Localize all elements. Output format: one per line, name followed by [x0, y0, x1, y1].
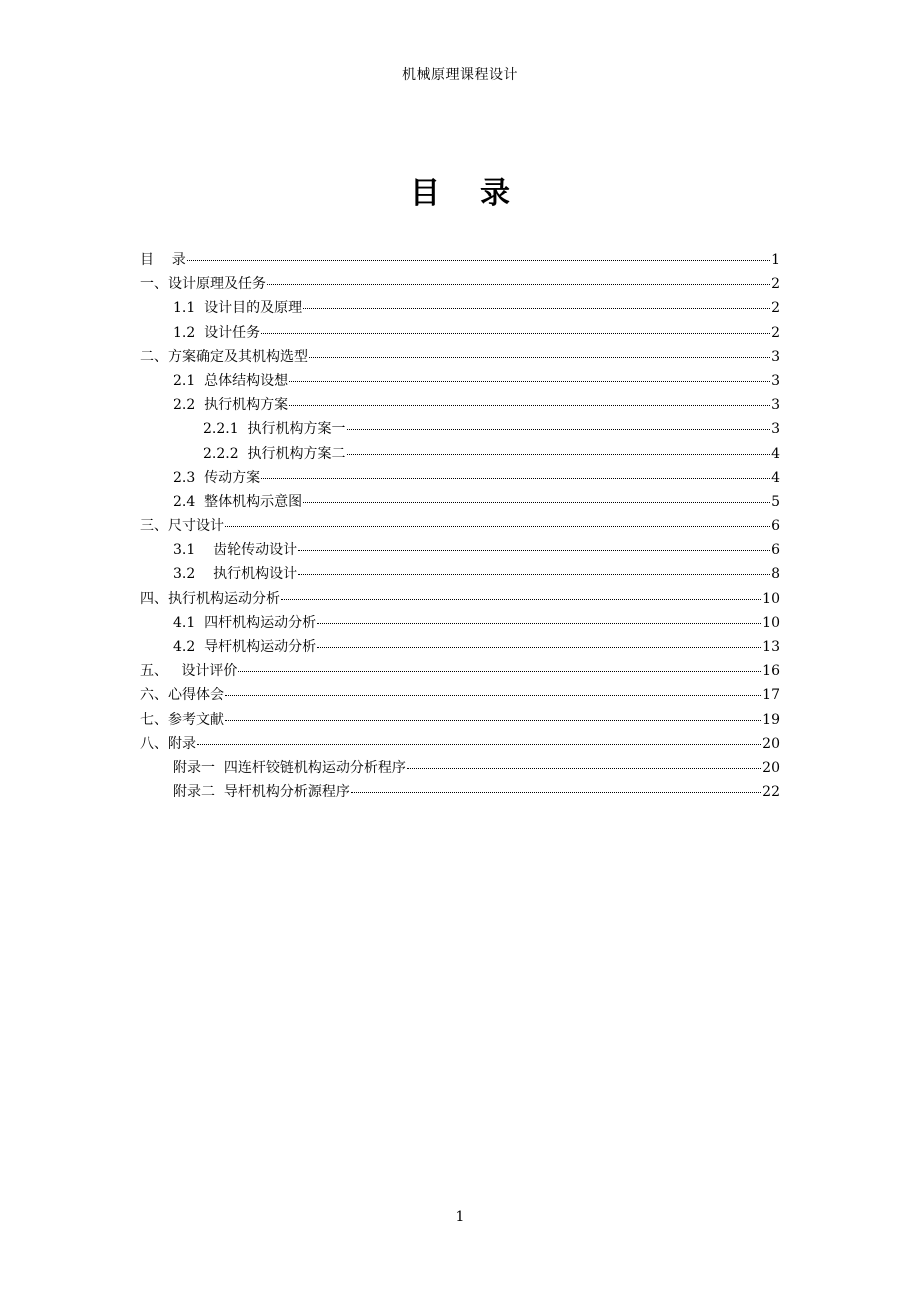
toc-leader — [238, 670, 761, 672]
toc-entry[interactable] — [140, 442, 780, 466]
toc-entry[interactable] — [140, 732, 780, 756]
toc-entry[interactable] — [140, 393, 780, 417]
toc-entry-text: 4.1 四杆机构运动分析 — [173, 614, 317, 631]
toc-entry-text: 二、方案确定及其机构选型 — [140, 348, 308, 365]
toc-entry-text: 三、尺寸设计 — [140, 518, 224, 535]
toc-entry[interactable] — [140, 296, 780, 320]
toc-leader — [267, 283, 770, 285]
toc-entry-page: 6 — [771, 518, 780, 535]
toc-entry-page: 10 — [762, 614, 780, 631]
toc-entry-page: 17 — [762, 687, 780, 704]
toc-entry[interactable] — [140, 756, 780, 780]
toc-leader — [347, 428, 771, 430]
toc-leader — [303, 501, 770, 503]
toc-entry[interactable] — [140, 369, 780, 393]
toc-entry-text: 八、附录 — [140, 735, 196, 752]
toc-entry[interactable] — [140, 587, 780, 611]
toc-entry-text: 2.3 传动方案 — [173, 469, 261, 486]
toc-entry-page: 1 — [771, 252, 780, 268]
toc-entry-text: 2.1 总体结构设想 — [173, 372, 289, 389]
toc-leader — [351, 791, 761, 793]
toc-entry[interactable] — [140, 466, 780, 490]
toc-entry-text: 2.2.2 执行机构方案二 — [203, 445, 346, 462]
toc-entry[interactable] — [140, 683, 780, 707]
toc-leader — [261, 332, 770, 334]
toc-entry-text: 1.2 设计任务 — [173, 324, 261, 341]
toc-entry[interactable] — [140, 248, 780, 272]
toc-entry-text: 附录一 四连杆铰链机构运动分析程序 — [173, 759, 406, 776]
toc-leader — [289, 380, 770, 382]
toc-leader — [225, 525, 770, 527]
toc-leader — [317, 646, 761, 648]
toc-entry[interactable] — [140, 321, 780, 345]
toc-entry-page: 20 — [762, 759, 780, 776]
toc-leader — [225, 719, 761, 721]
toc-leader — [261, 477, 770, 479]
toc-entry[interactable] — [140, 490, 780, 514]
toc-entry-page: 2 — [771, 324, 780, 341]
toc-entry-text: 2.2.1 执行机构方案一 — [203, 421, 346, 438]
toc-entry-page: 19 — [762, 711, 780, 728]
toc-entry-text: 一、设计原理及任务 — [140, 276, 266, 293]
toc-entry-page: 2 — [771, 276, 780, 293]
toc-entry[interactable] — [140, 272, 780, 296]
table-of-contents — [140, 248, 780, 804]
toc-entry[interactable] — [140, 635, 780, 659]
toc-leader — [281, 598, 761, 600]
toc-entry[interactable] — [140, 708, 780, 732]
toc-entry-page: 8 — [771, 566, 780, 583]
toc-entry-text: 3.1 齿轮传动设计 — [173, 542, 298, 559]
toc-leader — [187, 259, 770, 261]
toc-entry[interactable] — [140, 780, 780, 804]
toc-entry-text: 六、心得体会 — [140, 687, 224, 704]
toc-entry[interactable] — [140, 417, 780, 441]
toc-leader — [303, 307, 770, 309]
toc-entry-page: 4 — [771, 469, 780, 486]
toc-entry-page: 10 — [762, 590, 780, 607]
running-header: 机械原理课程设计 — [402, 67, 518, 83]
toc-entry-text: 4.2 导杆机构运动分析 — [173, 639, 317, 655]
toc-leader — [298, 549, 770, 551]
toc-entry-page: 20 — [762, 735, 780, 752]
toc-entry-text: 四、执行机构运动分析 — [140, 590, 280, 607]
toc-entry[interactable] — [140, 562, 780, 586]
toc-entry-text: 2.4 整体机构示意图 — [173, 493, 303, 510]
toc-leader — [197, 743, 761, 745]
toc-entry-page: 6 — [771, 542, 780, 559]
toc-leader — [289, 404, 770, 406]
toc-entry-page: 3 — [771, 348, 780, 365]
toc-entry[interactable] — [140, 659, 780, 683]
toc-entry[interactable] — [140, 345, 780, 369]
toc-leader — [298, 573, 770, 575]
toc-entry-page: 13 — [762, 639, 780, 655]
toc-entry-text: 目 录 — [140, 252, 186, 268]
toc-entry-page: 3 — [771, 397, 780, 414]
toc-entry-page: 3 — [771, 372, 780, 389]
toc-leader — [225, 694, 761, 696]
toc-leader — [317, 622, 761, 624]
toc-entry-page: 5 — [771, 493, 780, 510]
toc-leader — [309, 356, 770, 358]
toc-entry-text: 七、参考文献 — [140, 711, 224, 728]
page-title: 目录 — [410, 176, 550, 211]
toc-entry[interactable] — [140, 611, 780, 635]
toc-entry-page: 2 — [771, 300, 780, 317]
toc-entry-text: 附录二 导杆机构分析源程序 — [173, 784, 350, 801]
toc-entry-page: 3 — [771, 421, 780, 438]
toc-entry-text: 1.1 设计目的及原理 — [173, 300, 303, 317]
toc-entry-text: 2.2 执行机构方案 — [173, 397, 289, 414]
toc-entry[interactable] — [140, 514, 780, 538]
toc-entry[interactable] — [140, 538, 780, 562]
toc-entry-page: 22 — [762, 784, 780, 801]
toc-entry-page: 4 — [771, 445, 780, 462]
toc-entry-text: 3.2 执行机构设计 — [173, 566, 298, 583]
toc-entry-page: 16 — [762, 663, 780, 680]
toc-leader — [407, 767, 761, 769]
toc-leader — [347, 453, 771, 455]
toc-entry-text: 五、 设计评价 — [140, 663, 238, 680]
page-number: 1 — [455, 1209, 465, 1225]
